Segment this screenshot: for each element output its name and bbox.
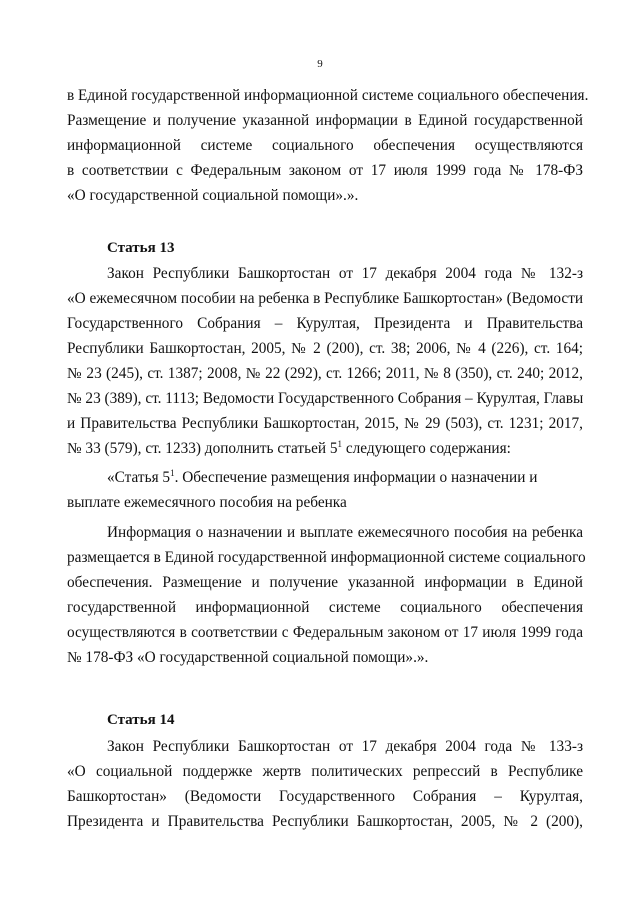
text-line: осуществляются в соответствии с Федеральным законом от 17 июля 1999 года (67, 624, 583, 641)
text-line: в Единой государственной информационной системе социального обеспечения. (67, 87, 589, 104)
text-line: информационной системе социального обеспечения осуществляются (67, 137, 583, 154)
text-line: № 23 (389), ст. 1113; Ведомости Государственного Собрания – Курултая, Главы (67, 390, 584, 407)
text-line: Республики Башкортостан, 2005, № 2 (200), ст. 38; 2006, № 4 (226), ст. 164; (67, 340, 583, 357)
text-line: Государственного Собрания – Курултая, Президента и Правительства (67, 315, 583, 332)
text-line: Информация о назначении и выплате ежемесячного пособия на ребенка (107, 524, 583, 541)
text-line: Закон Республики Башкортостан от 17 декабря 2004 года № 132-з (107, 265, 583, 282)
text-line: в соответствии с Федеральным законом от 17 июля 1999 года № 178-ФЗ (67, 162, 583, 179)
text-line: «О государственной социальной помощи».». (67, 187, 359, 204)
page-number: 9 (317, 58, 323, 70)
text-line: № 33 (579), ст. 1233) дополнить статьей $5^1$ следующего содержания: (67, 438, 511, 457)
text-line: и Правительства Республики Башкортостан, 2015, № 29 (503), ст. 1231; 2017, (67, 415, 583, 432)
quoted-article-title: «Статья $5^1$. Обеспечение размещения информации о назначении и (107, 467, 538, 486)
text-line: Размещение и получение указанной информации в Единой государственной (67, 112, 583, 129)
text-line: № 23 (245), ст. 1387; 2008, № 22 (292), ст. 1266; 2011, № 8 (350), ст. 240; 2012, (67, 365, 583, 382)
text-line: размещается в Единой государственной информационной системе социального (67, 549, 586, 566)
text-line: обеспечения. Размещение и получение указанной информации в Единой (67, 574, 583, 591)
article-heading: Статья 14 (107, 712, 175, 728)
text-line: № 178-ФЗ «О государственной социальной помощи».». (67, 649, 429, 666)
text-line: Закон Республики Башкортостан от 17 декабря 2004 года № 133-з (107, 738, 583, 755)
text-line: Президента и Правительства Республики Башкортостан, 2005, № 2 (200), (67, 813, 583, 830)
article-heading: Статья 13 (107, 240, 175, 256)
text-line: «О ежемесячном пособии на ребенка в Республике Башкортостан» (Ведомости (67, 290, 584, 307)
text-line: «О социальной поддержке жертв политических репрессий в Республике (67, 763, 583, 780)
text-line: Башкортостан» (Ведомости Государственного Собрания – Курултая, (67, 788, 583, 805)
text-line: выплате ежемесячного пособия на ребенка (67, 494, 347, 511)
text-line: государственной информационной системе социального обеспечения (67, 599, 583, 616)
